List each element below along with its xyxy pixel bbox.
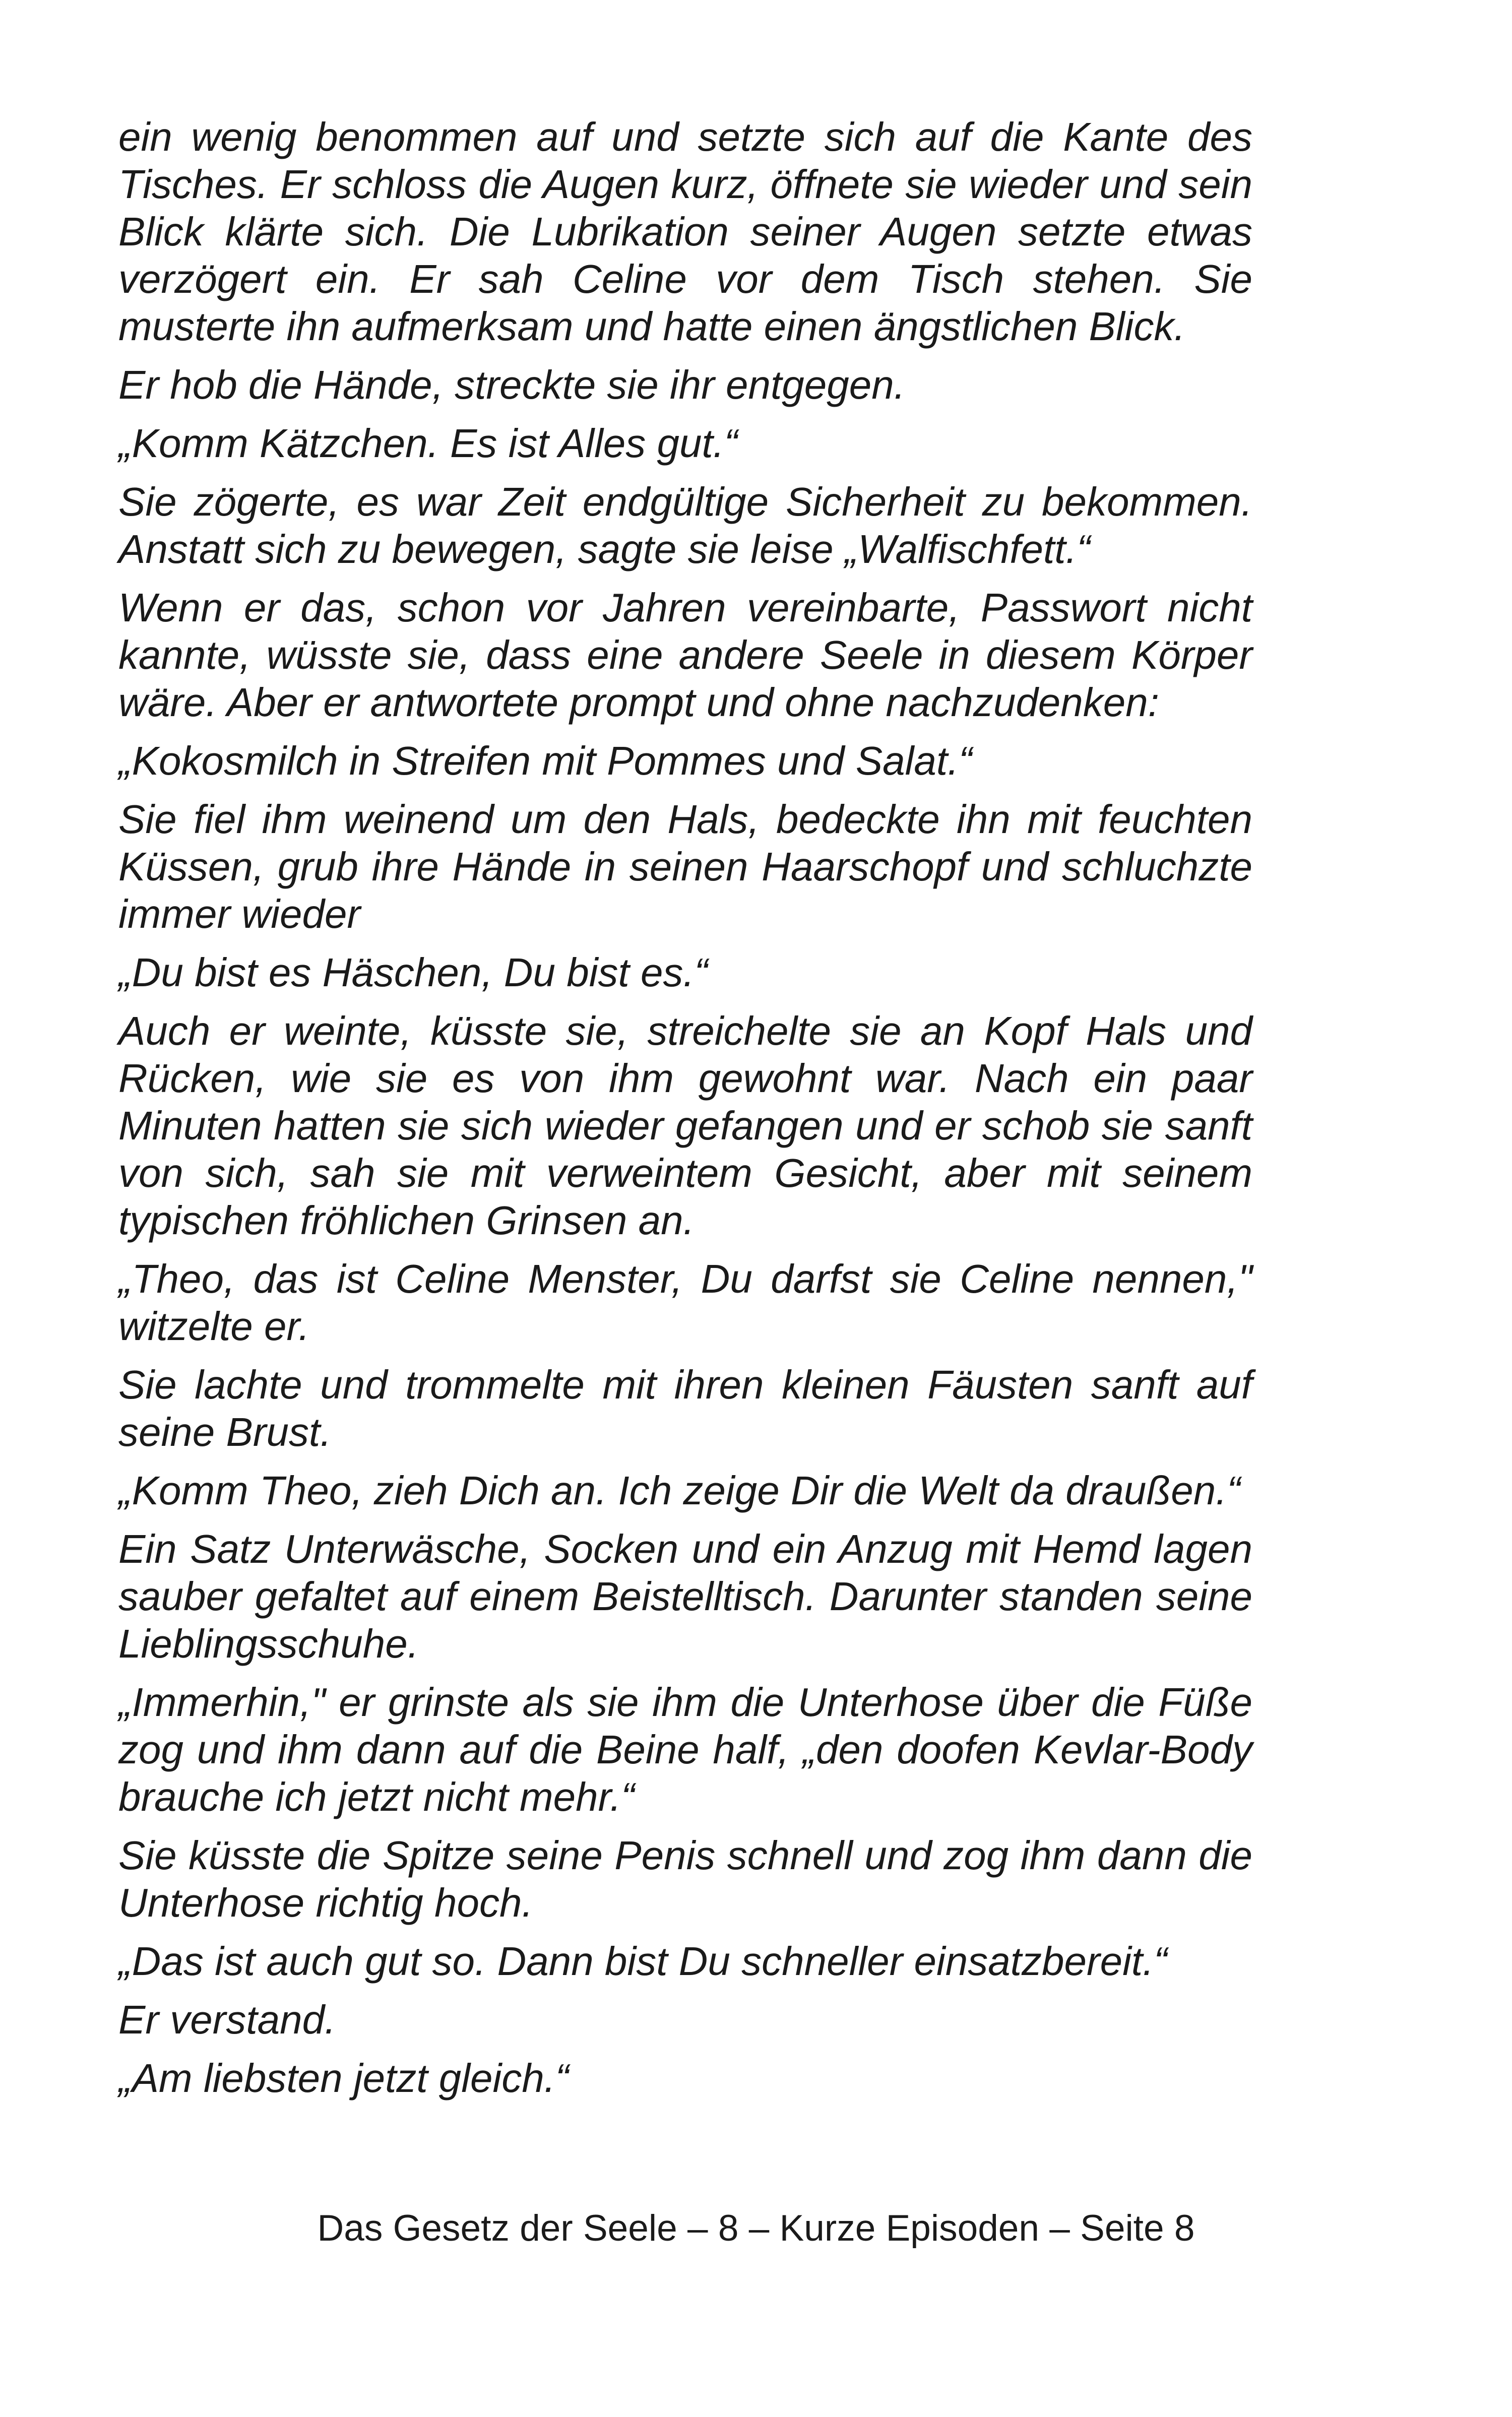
paragraph-5: Wenn er das, schon vor Jahren vereinbarte, Passwort nicht kannte, wüsste sie, dass eine andere Seele in diesem Körper wäre. Aber er antwortete prompt und ohne nachzudenken:: [118, 585, 1252, 725]
paragraph-16: „Das ist auch gut so. Dann bist Du schneller einsatzbereit.“: [118, 1939, 1167, 1984]
paragraph-12: „Komm Theo, zieh Dich an. Ich zeige Dir die Welt da draußen.“: [118, 1468, 1241, 1513]
paragraph-14: „Immerhin," er grinste als sie ihm die Unterhose über die Füße zog und ihm dann auf die Beine half, „den doofen Kevlar-Body brauche ich jetzt nicht mehr.“: [118, 1680, 1252, 1819]
paragraph-13: Ein Satz Unterwäsche, Socken und ein Anzug mit Hemd lagen sauber gefaltet auf einem Beistelltisch. Darunter standen seine Lieblingsschuhe.: [118, 1526, 1252, 1666]
paragraph-6: „Kokosmilch in Streifen mit Pommes und Salat.“: [118, 738, 972, 783]
paragraph-10: „Theo, das ist Celine Menster, Du darfst sie Celine nennen," witzelte er.: [118, 1256, 1252, 1349]
paragraph-1: ein wenig benommen auf und setzte sich auf die Kante des Tisches. Er schloss die Augen kurz, öffnete sie wieder und sein Blick klärte sich. Die Lubrikation seiner Augen setzte etwas verzögert ein. Er sah Celine vor dem Tisch stehen. Sie musterte ihn aufmerksam und hatte einen ängstlichen Blick.: [118, 114, 1252, 349]
paragraph-2: Er hob die Hände, streckte sie ihr entgegen.: [118, 362, 905, 407]
page-footer: Das Gesetz der Seele – 8 – Kurze Episoden – Seite 8: [317, 2208, 1195, 2249]
body-text: [118, 113, 1252, 2113]
paragraph-8: „Du bist es Häschen, Du bist es.“: [118, 950, 708, 995]
paragraph-4: Sie zögerte, es war Zeit endgültige Sicherheit zu bekommen. Anstatt sich zu bewegen, sagte sie leise „Walfischfett.“: [118, 479, 1252, 571]
paragraph-3: „Komm Kätzchen. Es ist Alles gut.“: [118, 421, 738, 466]
paragraph-18: „Am liebsten jetzt gleich.“: [118, 2056, 569, 2101]
paragraph-9: Auch er weinte, küsste sie, streichelte sie an Kopf Hals und Rücken, wie sie es von ihm gewohnt war. Nach ein paar Minuten hatten sie sich wieder gefangen und er schob sie sanft von sich, sah sie mit verweintem Gesicht, aber mit seinem typischen fröhlichen Grinsen an.: [118, 1008, 1252, 1243]
paragraph-11: Sie lachte und trommelte mit ihren kleinen Fäusten sanft auf seine Brust.: [118, 1362, 1252, 1454]
paragraph-17: Er verstand.: [118, 1997, 336, 2042]
paragraph-15: Sie küsste die Spitze seine Penis schnell und zog ihm dann die Unterhose richtig hoch.: [118, 1833, 1252, 1925]
paragraph-7: Sie fiel ihm weinend um den Hals, bedeckte ihn mit feuchten Küssen, grub ihre Hände in seinen Haarschopf und schluchzte immer wieder: [118, 797, 1252, 936]
